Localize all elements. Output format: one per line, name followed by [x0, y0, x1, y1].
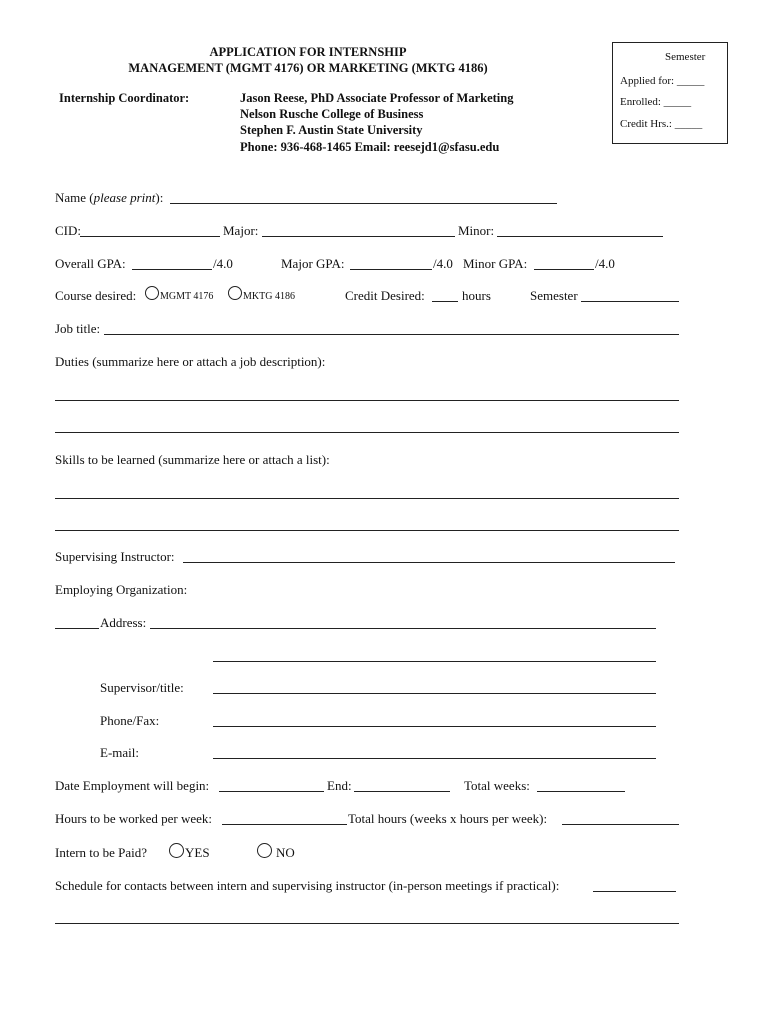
date-begin-label: Date Employment will begin: — [55, 778, 210, 793]
address-input-2[interactable] — [213, 649, 656, 662]
mgmt-radio-icon[interactable] — [145, 286, 159, 300]
duties-label: Duties (summarize here or attach a job description): — [55, 354, 326, 369]
minor-gpa-suffix: /4.0 — [595, 256, 615, 271]
course-desired-label: Course desired: — [55, 288, 137, 303]
address-label: Address: — [100, 615, 147, 630]
coordinator-label: Internship Coordinator: — [59, 91, 190, 105]
skills-label: Skills to be learned (summarize here or attach a list): — [55, 452, 330, 467]
minor-gpa-label: Minor GPA: — [463, 256, 528, 271]
job-title-input[interactable] — [104, 322, 679, 335]
end-input[interactable] — [354, 779, 450, 792]
cid-label: CID: — [55, 223, 81, 238]
schedule-input-inline[interactable] — [593, 879, 676, 892]
applied-for-field[interactable]: Applied for: _____ — [620, 75, 705, 87]
duties-line-1[interactable] — [55, 388, 679, 401]
name-label: Name (please print): — [55, 190, 164, 205]
total-weeks-label: Total weeks: — [464, 778, 530, 793]
form-title-line1: APPLICATION FOR INTERNSHIP — [209, 45, 407, 59]
name-input[interactable] — [170, 191, 557, 204]
address-leading-line — [55, 616, 99, 629]
skills-line-1[interactable] — [55, 486, 679, 499]
mktg-option-label: MKTG 4186 — [243, 291, 295, 302]
phone-fax-input[interactable] — [213, 714, 656, 727]
coordinator-university: Stephen F. Austin State University — [240, 123, 423, 137]
mktg-radio-icon[interactable] — [228, 286, 242, 300]
minor-gpa-input[interactable] — [534, 257, 594, 270]
semester-label: Semester — [530, 288, 578, 303]
enrolled-field[interactable]: Enrolled: _____ — [620, 96, 692, 108]
address-input-1[interactable] — [150, 616, 656, 629]
form-title-line2: MANAGEMENT (MGMT 4176) OR MARKETING (MKTG 4186) — [128, 61, 488, 75]
total-hours-input[interactable] — [562, 812, 679, 825]
paid-yes-option[interactable] — [169, 843, 210, 862]
mktg-radio-option[interactable] — [228, 286, 295, 304]
end-label: End: — [327, 778, 352, 793]
schedule-label: Schedule for contacts between intern and supervising instructor (in-person meetings if practical): — [55, 878, 560, 893]
major-input[interactable] — [262, 224, 455, 237]
coordinator-name: Jason Reese, PhD Associate Professor of Marketing — [240, 91, 514, 105]
major-gpa-input[interactable] — [350, 257, 432, 270]
paid-label: Intern to be Paid? — [55, 845, 148, 860]
mgmt-radio-option[interactable] — [145, 286, 213, 304]
duties-line-2[interactable] — [55, 420, 679, 433]
semester-office-box — [612, 42, 728, 144]
overall-gpa-suffix: /4.0 — [213, 256, 233, 271]
credit-hrs-field[interactable]: Credit Hrs.: _____ — [620, 118, 703, 130]
coordinator-contact: Phone: 936-468-1465 Email: reesejd1@sfasu.edu — [240, 140, 500, 154]
supervising-instructor-input[interactable] — [183, 550, 675, 563]
major-label: Major: — [223, 223, 259, 238]
job-title-label: Job title: — [55, 321, 101, 336]
credit-desired-label: Credit Desired: — [345, 288, 425, 303]
hours-per-week-label: Hours to be worked per week: — [55, 811, 213, 826]
major-gpa-label: Major GPA: — [281, 256, 345, 271]
total-hours-label: Total hours (weeks x hours per week): — [348, 811, 548, 826]
schedule-input-line[interactable] — [55, 911, 679, 924]
semester-input[interactable] — [581, 289, 679, 302]
supervisor-title-input[interactable] — [213, 681, 656, 694]
minor-label: Minor: — [458, 223, 495, 238]
coordinator-college: Nelson Rusche College of Business — [240, 107, 424, 121]
date-begin-input[interactable] — [219, 779, 324, 792]
overall-gpa-input[interactable] — [132, 257, 212, 270]
employing-org-label: Employing Organization: — [55, 582, 188, 597]
semester-box-heading: Semester — [665, 51, 706, 63]
paid-no-option[interactable] — [257, 843, 295, 862]
supervising-instructor-label: Supervising Instructor: — [55, 549, 175, 564]
total-weeks-input[interactable] — [537, 779, 625, 792]
credit-desired-input[interactable] — [432, 289, 458, 302]
hours-per-week-input[interactable] — [222, 812, 347, 825]
major-gpa-suffix: /4.0 — [433, 256, 453, 271]
phone-fax-label: Phone/Fax: — [100, 713, 160, 728]
no-option-label: NO — [276, 845, 295, 860]
email-input[interactable] — [213, 746, 656, 759]
email-label: E-mail: — [100, 745, 139, 760]
minor-input[interactable] — [497, 224, 663, 237]
supervisor-title-label: Supervisor/title: — [100, 680, 184, 695]
yes-option-label: YES — [185, 845, 210, 860]
mgmt-option-label: MGMT 4176 — [160, 291, 214, 302]
overall-gpa-label: Overall GPA: — [55, 256, 126, 271]
hours-label: hours — [462, 288, 491, 303]
cid-input[interactable] — [80, 224, 220, 237]
yes-radio-icon[interactable] — [169, 843, 184, 858]
skills-line-2[interactable] — [55, 518, 679, 531]
no-radio-icon[interactable] — [257, 843, 272, 858]
